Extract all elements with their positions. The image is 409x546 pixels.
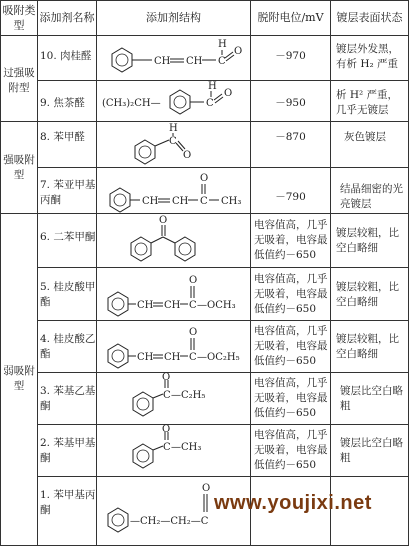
row-potential: －870	[275, 131, 306, 143]
group-label-strong: 强吸附型	[3, 154, 35, 181]
header-surface: 镀层表面状态	[336, 11, 403, 24]
structure-benzylideneacetone	[100, 170, 248, 214]
row-name: 2. 苯基甲基酮	[40, 437, 96, 464]
row-name: 1. 苯甲基丙酮	[40, 489, 96, 516]
svg-text:H: H	[208, 81, 217, 92]
svg-text:O: O	[162, 424, 171, 435]
svg-text:C: C	[163, 390, 171, 401]
svg-text:C: C	[206, 98, 214, 109]
structure-methyl-cinnamate	[100, 270, 248, 318]
row-potential: 电容值高，几乎无吸着，电容最低值约－650	[254, 219, 328, 261]
svg-text:CH: CH	[154, 56, 171, 67]
group-label-strongest: 过强吸附型	[3, 67, 35, 94]
svg-text:O: O	[183, 150, 192, 161]
svg-text:H: H	[169, 123, 178, 134]
row-surface: 析 H² 严重，几乎无镀层	[336, 89, 399, 116]
row-potential: －790	[275, 191, 306, 203]
row-surface: 镀层较粗，比空白略细	[336, 281, 399, 308]
svg-text:O: O	[224, 88, 233, 99]
structure-substituent: (CH₃)₂CH—	[102, 98, 161, 109]
svg-text:CH: CH	[137, 352, 154, 363]
svg-text:C: C	[189, 352, 197, 363]
group-label-weak: 弱吸附型	[3, 365, 35, 392]
structure-substituent: —OCH₃	[197, 300, 236, 311]
structure-substituent: —CH₂—CH₂—C	[130, 516, 209, 527]
row-surface: 灰色镀层	[344, 131, 386, 143]
row-name: 3. 苯基乙基酮	[40, 385, 96, 412]
row-potential: －950	[275, 97, 306, 109]
row-surface: 结晶细密的光亮镀层	[340, 183, 403, 210]
row-surface: 镀层较粗，比空白略细	[336, 227, 399, 254]
row-name: 5. 桂皮酸甲酯	[40, 281, 96, 308]
svg-text:O: O	[189, 275, 198, 286]
structure-substituent: —OC₂H₅	[197, 352, 240, 363]
structure-propiophenone	[125, 372, 225, 420]
row-surface: 镀层较粗，比空白略细	[336, 333, 399, 360]
row-name: 7. 苯亚甲基丙酮	[40, 179, 96, 206]
svg-text:C: C	[200, 196, 208, 207]
svg-text:O: O	[200, 173, 209, 184]
svg-text:CH: CH	[142, 196, 159, 207]
row-name: 10. 肉桂醛	[40, 50, 92, 62]
row-name: 6. 二苯甲酮	[40, 231, 96, 243]
svg-text:C: C	[189, 300, 197, 311]
svg-text:C: C	[169, 136, 177, 147]
svg-text:CH: CH	[164, 352, 181, 363]
svg-text:O: O	[159, 215, 168, 226]
svg-text:O: O	[162, 372, 171, 383]
svg-text:CH: CH	[164, 300, 181, 311]
row-potential: －970	[275, 50, 306, 62]
row-potential: 电容值高，几乎无吸着，电容最低值约－650	[254, 325, 328, 367]
structure-acetophenone	[125, 424, 225, 472]
structure-cinnamaldehyde	[100, 38, 248, 80]
svg-text:CH: CH	[172, 196, 189, 207]
structure-cuminaldehyde	[100, 82, 248, 120]
structure-ethyl-cinnamate	[100, 322, 250, 370]
svg-text:CH: CH	[137, 300, 154, 311]
structure-substituent: —C₂H₅	[171, 390, 206, 401]
header-potential: 脱附电位/mV	[257, 11, 324, 24]
svg-text:CH₃: CH₃	[221, 196, 242, 207]
svg-text:C: C	[218, 56, 226, 67]
row-potential: 电容值高，几乎无吸着，电容最低值约－650	[254, 377, 328, 419]
row-surface: 镀层比空白略粗	[340, 437, 403, 464]
row-potential: 电容值高，几乎无吸着，电容最低值约－650	[254, 429, 328, 471]
header-name: 添加剂名称	[39, 11, 95, 24]
svg-text:O: O	[234, 46, 243, 57]
row-name: 4. 桂皮酸乙酯	[40, 333, 96, 360]
svg-text:C: C	[163, 442, 171, 453]
row-potential: 电容值高，几乎无吸着，电容最低值约－650	[254, 273, 328, 315]
svg-text:O: O	[189, 327, 198, 338]
row-name: 9. 焦茶醛	[40, 97, 85, 109]
structure-benzophenone	[125, 215, 215, 267]
header-structure: 添加剂结构	[146, 11, 201, 24]
svg-text:O: O	[202, 483, 211, 494]
row-name: 8. 苯甲醛	[40, 131, 85, 143]
row-surface: 镀层比空白略粗	[340, 385, 403, 412]
header-type: 吸附类型	[2, 4, 36, 32]
svg-text:H: H	[218, 39, 227, 50]
watermark-url: www.youjixi.net	[214, 492, 372, 514]
structure-benzaldehyde	[125, 124, 215, 166]
svg-text:CH: CH	[186, 56, 203, 67]
structure-substituent: —CH₃	[171, 442, 202, 453]
row-surface: 镀层外发黑，有析 H₂ 严重	[336, 43, 399, 70]
